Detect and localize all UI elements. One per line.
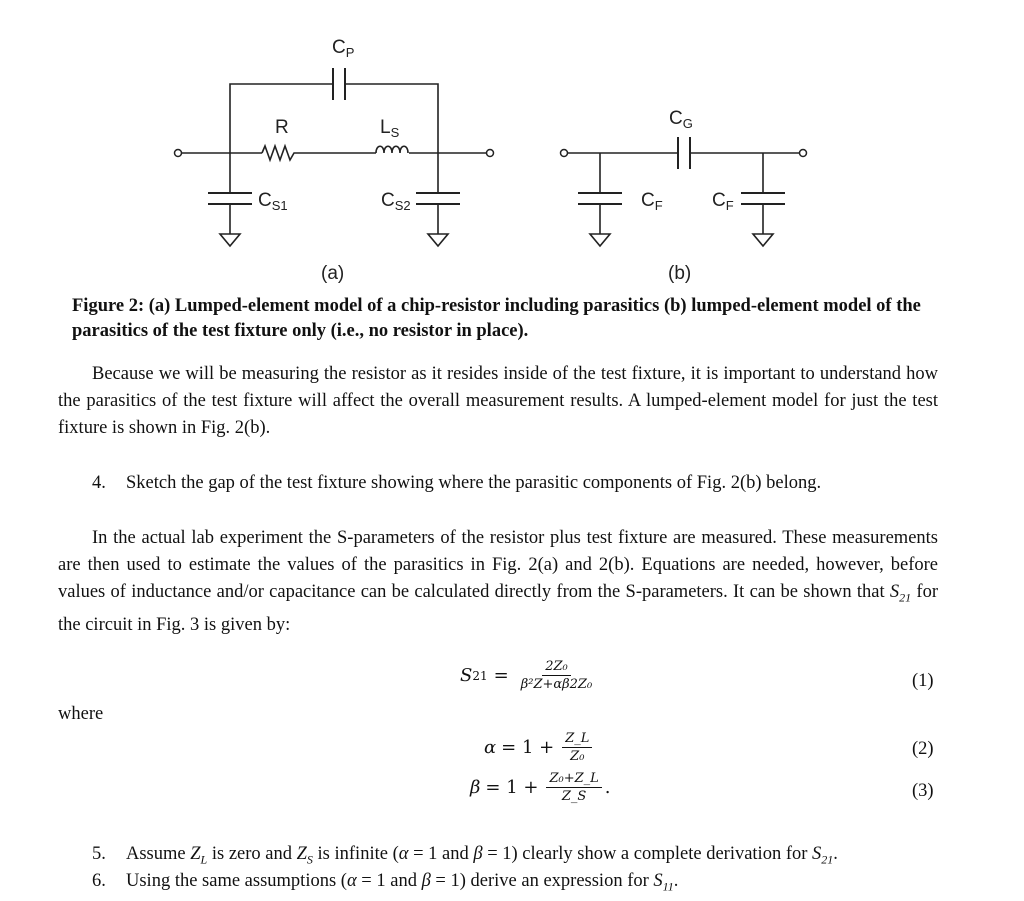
panel-label-b: (b)	[668, 263, 692, 284]
ground-a-right	[428, 234, 448, 246]
label-cf-left: $C_F$	[641, 190, 663, 213]
capacitor-cs1	[208, 193, 252, 204]
paragraph-test-fixture: Because we will be measuring the resistor as it resides inside of the test fixture, it is important to understand how the parasitics of the test fixture will affect the overall measurement results. A lumped-element model for just the test fixture is shown in Fig. 2(b).	[58, 364, 938, 438]
label-cs1: $C_{S1}$	[258, 190, 288, 213]
question-4: 4. Sketch the gap of the test fixture showing where the parasitic components of Fig. 2(b) belong.	[92, 473, 822, 493]
equation-1-number: (1)	[912, 671, 934, 691]
where-label: where	[58, 704, 104, 724]
question-6: 6. Using the same assumptions (α = 1 and β = 1) derive an expression for $S_{11}$.	[92, 871, 679, 894]
resistor-r	[262, 146, 297, 160]
label-cp: $C_P$	[332, 37, 355, 60]
port-b-left	[561, 150, 568, 157]
label-cf-right: $C_F$	[712, 190, 734, 213]
capacitor-cs2	[416, 193, 460, 204]
port-a-left	[175, 150, 182, 157]
circuit-figure	[0, 0, 1024, 290]
equation-2-fraction: $\frac{Z\_L}{\text{Z₀}}$	[562, 731, 592, 764]
ground-a-left	[220, 234, 240, 246]
label-cg: $C_G$	[669, 108, 693, 131]
paragraph-s-parameters: In the actual lab experiment the S-parameters of the resistor plus test fixture are measured. These measurements are then used to estimate the values of the parasitics in Fig. 2(a) and 2(b). Equations are needed, however, before values of inductance and/or capacitance can be calculated directly from the S-parameters. It can be shown that $S_{21}$ for the circuit in Fig. 3 is given by:	[58, 528, 938, 635]
equation-2: α = 1 + $\frac{Z\_L}{\text{Z₀}}$	[484, 731, 595, 764]
inductor-ls	[376, 146, 408, 153]
ground-b-left	[590, 234, 610, 246]
label-ls: $L_S$	[380, 117, 400, 140]
port-a-right	[487, 150, 494, 157]
capacitor-cf-right	[741, 193, 785, 204]
capacitor-cf-left	[578, 193, 622, 204]
circuit-a	[175, 68, 494, 246]
circuit-b	[561, 137, 807, 246]
equation-3: β = 1 + $\frac{\text{Z₀+Z\_L}}{Z\_S}$ .	[470, 771, 611, 804]
question-5: 5. Assume $Z_L$ is zero and $Z_S$ is infinite (α = 1 and β = 1) clearly show a complete derivation for $S_{21}$.	[92, 844, 838, 867]
equation-3-fraction: $\frac{\text{Z₀+Z\_L}}{Z\_S}$	[546, 771, 601, 804]
equation-3-number: (3)	[912, 781, 934, 801]
port-b-right	[800, 150, 807, 157]
capacitor-cp	[333, 68, 345, 100]
label-cs2: $C_{S2}$	[381, 190, 411, 213]
equation-1-fraction: $\frac{\text{2Z₀}}{\text{β²Z+αβ2Z₀}}$	[520, 659, 593, 692]
ground-b-right	[753, 234, 773, 246]
panel-label-a: (a)	[321, 263, 345, 284]
label-r: R	[275, 117, 289, 138]
equation-1: S 21 = $\frac{\text{2Z₀}}{\text{β²Z+αβ2Z₀}}$	[460, 659, 598, 692]
capacitor-cg	[678, 137, 690, 169]
equation-2-number: (2)	[912, 739, 934, 759]
figure-caption: Figure 2: (a) Lumped-element model of a chip-resistor including parasitics (b) lumped-element model of the parasitics of the test fixture only (i.e., no resistor in place).	[72, 296, 921, 341]
